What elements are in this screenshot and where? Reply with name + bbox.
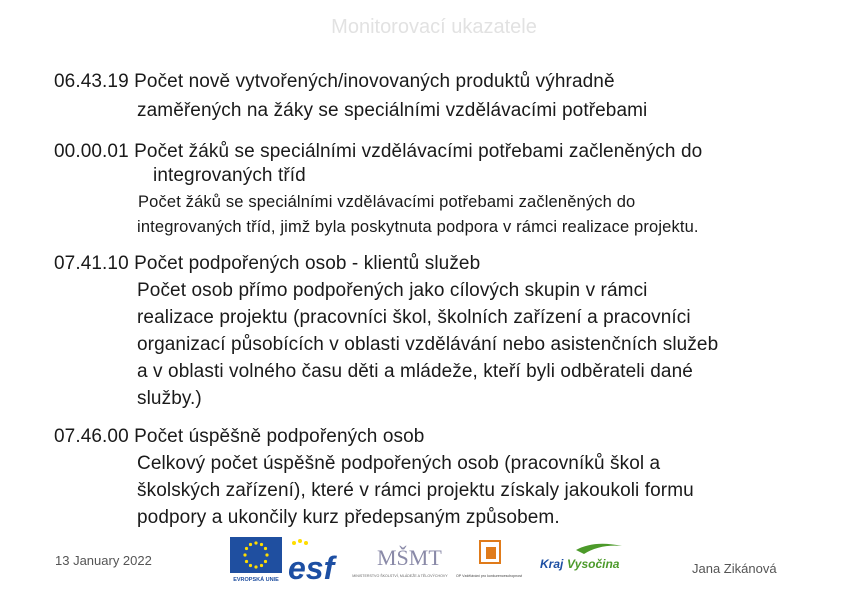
indicator-07-46-00-desc-1: Celkový počet úspěšně podpořených osob (pracovníků škol a xyxy=(137,453,661,474)
indicator-00-00-01-desc-2: integrovaných tříd, jimž byla poskytnuta podpora v rámci realizace projektu. xyxy=(137,218,699,236)
indicator-06-43-19-line-cont: zaměřených na žáky se speciálními vzdělávacími potřebami xyxy=(137,100,648,121)
kraj-vysocina-logo xyxy=(538,540,630,576)
indicator-07-46-00-line: 07.46.00 Počet úspěšně podpořených osob xyxy=(54,426,425,447)
msmt-logo xyxy=(352,537,448,583)
eu-flag-logo xyxy=(230,537,282,583)
indicator-07-41-10-desc-3: organizací působících v oblasti vzdělávání nebo asistenčních služeb xyxy=(137,334,719,355)
esf-logo xyxy=(286,537,336,586)
slide-title: Monitorovací ukazatele xyxy=(331,16,537,38)
op-vk-logo xyxy=(455,537,523,583)
indicator-07-41-10-desc-5: služby.) xyxy=(137,388,202,409)
indicator-06-43-19-line: 06.43.19 Počet nově vytvořených/inovovaných produktů výhradně xyxy=(54,71,615,92)
indicator-07-46-00-desc-3: podpory a ukončily kurz předepsaným způsobem. xyxy=(137,507,560,528)
indicator-00-00-01-desc-1: Počet žáků se speciálními vzdělávacími potřebami začleněných do xyxy=(138,193,636,211)
vysocina-text: Vysočina xyxy=(567,557,620,571)
footer-date: 13 January 2022 xyxy=(55,553,152,568)
footer-author: Jana Zikánová xyxy=(692,561,777,576)
esf-text: esf xyxy=(288,550,335,586)
indicator-00-00-01-line-cont: integrovaných tříd xyxy=(153,165,306,186)
kraj-text: Kraj xyxy=(540,557,564,571)
indicator-07-41-10-desc-1: Počet osob přímo podpořených jako cílových skupin v rámci xyxy=(137,280,648,301)
eu-caption: EVROPSKÁ UNIE xyxy=(233,577,279,583)
op-caption: OP Vzdělávání pro konkurenceschopnost xyxy=(455,574,523,578)
indicator-07-41-10-desc-4: a v oblasti volného času děti a mládeže, kteří byli odběrateli dané xyxy=(137,361,693,382)
indicator-00-00-01-line: 00.00.01 Počet žáků se speciálními vzdělávacími potřebami začleněných do xyxy=(54,141,703,162)
indicator-07-41-10-line: 07.41.10 Počet podpořených osob - klientů služeb xyxy=(54,253,481,274)
msmt-text: MŠMT xyxy=(377,545,442,570)
indicator-07-41-10-desc-2: realizace projektu (pracovníci škol, školních zařízení a pracovníci xyxy=(137,307,691,328)
indicator-07-46-00-desc-2: školských zařízení), které v rámci projektu získaly jakoukoli formu xyxy=(137,480,694,501)
msmt-caption: MINISTERSTVO ŠKOLSTVÍ, MLÁDEŽE A TĚLOVÝCHOVY xyxy=(352,574,448,578)
